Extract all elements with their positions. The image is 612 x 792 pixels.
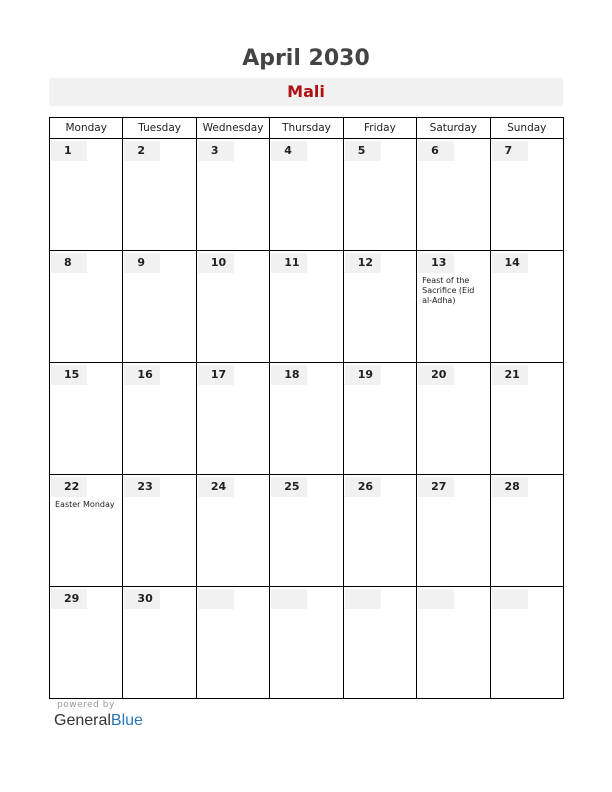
day-number: 26: [345, 477, 381, 497]
day-number: 2: [124, 141, 160, 161]
week-row: [50, 251, 564, 363]
day-cell: [196, 475, 269, 587]
day-cell: [123, 587, 196, 699]
day-number: 22: [51, 477, 87, 497]
day-cell: [123, 363, 196, 475]
brand-logo-part1: General: [54, 712, 111, 729]
week-row: [50, 475, 564, 587]
day-number: 5: [345, 141, 381, 161]
day-cell: [343, 139, 416, 251]
day-number: 10: [198, 253, 234, 273]
week-row: [50, 139, 564, 251]
day-cell: [490, 363, 563, 475]
weekday-header: Thursday: [270, 118, 343, 139]
calendar-grid: [49, 117, 564, 699]
day-cell: [417, 587, 490, 699]
weekday-header: Wednesday: [196, 118, 269, 139]
day-number: 29: [51, 589, 87, 609]
day-number: 13: [418, 253, 454, 273]
week-row: [50, 363, 564, 475]
day-number: 1: [51, 141, 87, 161]
day-number: 18: [271, 365, 307, 385]
day-number: 30: [124, 589, 160, 609]
country-banner: [49, 78, 563, 106]
day-number: 17: [198, 365, 234, 385]
day-cell: [343, 363, 416, 475]
weekday-header-row: [50, 118, 564, 139]
day-cell: [270, 475, 343, 587]
weekday-header: Sunday: [490, 118, 563, 139]
day-cell: [490, 251, 563, 363]
weekday-header: Tuesday: [123, 118, 196, 139]
day-cell: [490, 475, 563, 587]
day-number: 16: [124, 365, 160, 385]
country-name: Mali: [287, 82, 325, 101]
day-number: 14: [492, 253, 528, 273]
day-number: 24: [198, 477, 234, 497]
day-number: 4: [271, 141, 307, 161]
day-number: 19: [345, 365, 381, 385]
day-number: [418, 589, 454, 609]
day-number: 15: [51, 365, 87, 385]
holiday-label: Easter Monday: [55, 500, 115, 509]
day-number: 9: [124, 253, 160, 273]
day-cell: [196, 363, 269, 475]
week-row: [50, 587, 564, 699]
day-number: 27: [418, 477, 454, 497]
day-number: 25: [271, 477, 307, 497]
day-cell: [343, 587, 416, 699]
day-cell: [417, 363, 490, 475]
day-cell: [50, 251, 123, 363]
day-cell: [417, 139, 490, 251]
day-cell: [50, 363, 123, 475]
day-number: 11: [271, 253, 307, 273]
day-number: [271, 589, 307, 609]
day-cell: [490, 587, 563, 699]
day-cell: [50, 475, 123, 587]
day-number: 12: [345, 253, 381, 273]
day-cell: [270, 363, 343, 475]
brand-logo: [54, 712, 143, 730]
day-cell: [123, 251, 196, 363]
page-title: April 2030: [242, 46, 370, 71]
day-cell: [343, 251, 416, 363]
day-cell: [196, 139, 269, 251]
day-cell: [270, 587, 343, 699]
day-cell: [196, 251, 269, 363]
day-cell: [343, 475, 416, 587]
day-cell: [490, 139, 563, 251]
day-number: [492, 589, 528, 609]
day-number: 20: [418, 365, 454, 385]
day-cell: [123, 139, 196, 251]
day-number: 28: [492, 477, 528, 497]
day-cell: [50, 587, 123, 699]
day-cell: [123, 475, 196, 587]
day-number: 8: [51, 253, 87, 273]
day-cell: [270, 139, 343, 251]
day-number: 21: [492, 365, 528, 385]
day-cell: [270, 251, 343, 363]
day-cell: [50, 139, 123, 251]
weekday-header: Saturday: [417, 118, 490, 139]
day-cell: [417, 475, 490, 587]
day-number: 23: [124, 477, 160, 497]
weekday-header: Monday: [50, 118, 123, 139]
holiday-label: Feast of the Sacrifice (Eid al-Adha): [422, 276, 475, 305]
day-number: [345, 589, 381, 609]
day-number: 3: [198, 141, 234, 161]
day-number: [198, 589, 234, 609]
day-number: 7: [492, 141, 528, 161]
weekday-header: Friday: [343, 118, 416, 139]
powered-by-label: powered by: [57, 700, 115, 710]
brand-logo-part2: Blue: [110, 712, 143, 729]
day-cell: [417, 251, 490, 363]
day-cell: [196, 587, 269, 699]
day-number: 6: [418, 141, 454, 161]
